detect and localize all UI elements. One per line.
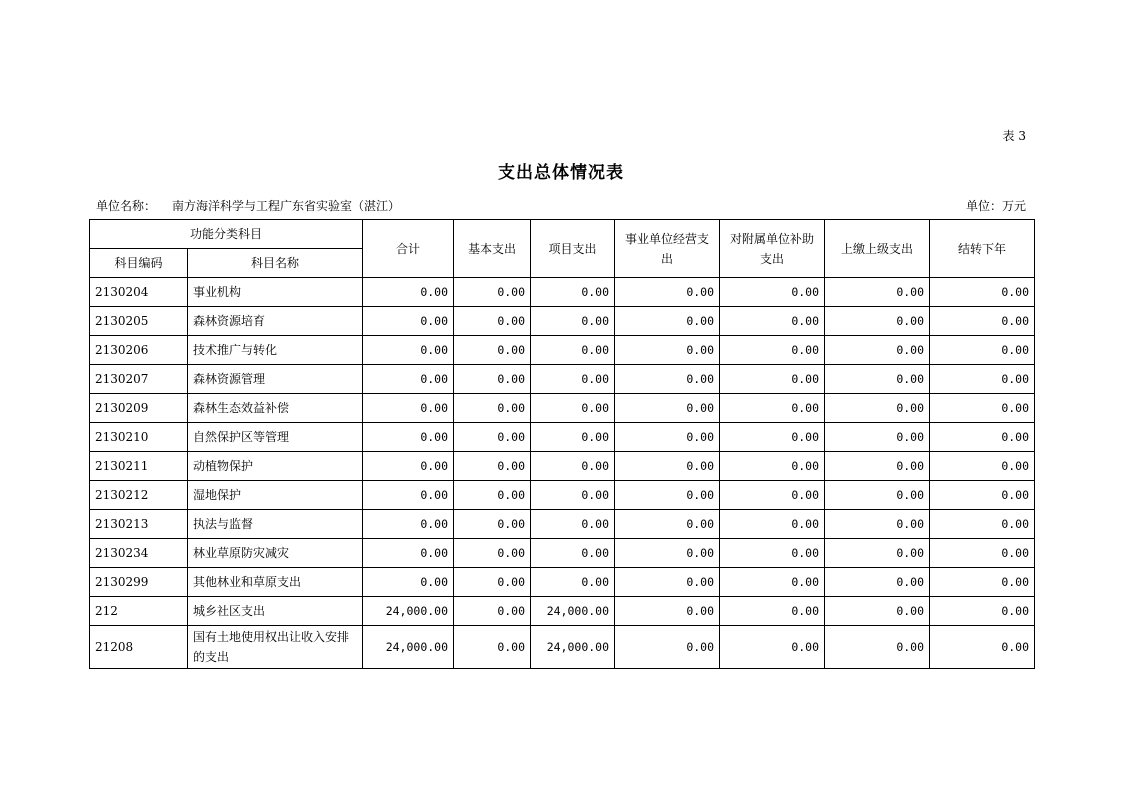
subject-code-cell: 2130234 xyxy=(90,539,188,568)
amount-cell: 0.00 xyxy=(615,481,720,510)
amount-cell: 0.00 xyxy=(825,394,930,423)
amount-cell: 0.00 xyxy=(454,597,531,626)
amount-cell: 0.00 xyxy=(454,626,531,669)
amount-cell: 0.00 xyxy=(363,307,454,336)
amount-cell: 0.00 xyxy=(531,568,615,597)
page-title: 支出总体情况表 xyxy=(498,163,624,183)
amount-cell: 0.00 xyxy=(615,597,720,626)
amount-cell: 0.00 xyxy=(363,452,454,481)
subject-name-cell: 技术推广与转化 xyxy=(188,336,363,365)
amount-cell: 0.00 xyxy=(363,539,454,568)
amount-cell: 0.00 xyxy=(930,336,1035,365)
amount-cell: 24,000.00 xyxy=(363,626,454,669)
amount-cell: 0.00 xyxy=(454,568,531,597)
amount-cell: 0.00 xyxy=(720,452,825,481)
amount-cell: 0.00 xyxy=(363,510,454,539)
header-subsidy-to-affiliates: 对附属单位补助支出 xyxy=(720,220,825,278)
table-body xyxy=(90,278,1035,669)
table-row xyxy=(90,423,1035,452)
amount-cell: 0.00 xyxy=(363,394,454,423)
unit-name-line xyxy=(96,197,400,214)
subject-name-cell: 国有土地使用权出让收入安排的支出 xyxy=(188,626,363,669)
amount-cell: 0.00 xyxy=(531,307,615,336)
header-subject-code: 科目编码 xyxy=(90,249,188,278)
amount-cell: 0.00 xyxy=(615,394,720,423)
header-function-category: 功能分类科目 xyxy=(90,220,363,249)
amount-cell: 0.00 xyxy=(454,510,531,539)
subject-name-cell: 森林资源管理 xyxy=(188,365,363,394)
amount-cell: 0.00 xyxy=(615,626,720,669)
subject-code-cell: 21208 xyxy=(90,626,188,669)
amount-cell: 0.00 xyxy=(825,336,930,365)
amount-cell: 0.00 xyxy=(930,452,1035,481)
amount-cell: 0.00 xyxy=(720,597,825,626)
amount-cell: 0.00 xyxy=(720,568,825,597)
amount-cell: 0.00 xyxy=(363,336,454,365)
amount-cell: 0.00 xyxy=(363,365,454,394)
expenditure-table xyxy=(89,219,1035,669)
amount-cell: 0.00 xyxy=(531,365,615,394)
amount-cell: 0.00 xyxy=(825,510,930,539)
subject-code-cell: 2130212 xyxy=(90,481,188,510)
subject-code-cell: 2130211 xyxy=(90,452,188,481)
amount-cell: 0.00 xyxy=(454,394,531,423)
subject-code-cell: 2130207 xyxy=(90,365,188,394)
subject-name-cell: 自然保护区等管理 xyxy=(188,423,363,452)
amount-cell: 0.00 xyxy=(930,278,1035,307)
amount-cell: 0.00 xyxy=(930,597,1035,626)
amount-cell: 0.00 xyxy=(720,510,825,539)
table-row xyxy=(90,278,1035,307)
subject-name-cell: 森林资源培育 xyxy=(188,307,363,336)
amount-cell: 0.00 xyxy=(825,452,930,481)
amount-cell: 0.00 xyxy=(825,481,930,510)
header-subject-name: 科目名称 xyxy=(188,249,363,278)
amount-cell: 0.00 xyxy=(531,278,615,307)
amount-cell: 24,000.00 xyxy=(363,597,454,626)
amount-cell: 0.00 xyxy=(930,568,1035,597)
table-row xyxy=(90,539,1035,568)
amount-cell: 0.00 xyxy=(531,481,615,510)
amount-cell: 0.00 xyxy=(930,307,1035,336)
amount-cell: 0.00 xyxy=(615,336,720,365)
table-row xyxy=(90,510,1035,539)
amount-cell: 0.00 xyxy=(930,626,1035,669)
amount-cell: 0.00 xyxy=(930,365,1035,394)
amount-cell: 0.00 xyxy=(363,568,454,597)
subject-code-cell: 2130206 xyxy=(90,336,188,365)
amount-cell: 0.00 xyxy=(454,278,531,307)
amount-cell: 0.00 xyxy=(454,336,531,365)
subject-name-cell: 动植物保护 xyxy=(188,452,363,481)
amount-cell: 0.00 xyxy=(825,365,930,394)
amount-cell: 0.00 xyxy=(363,423,454,452)
table-row xyxy=(90,394,1035,423)
amount-cell: 0.00 xyxy=(454,423,531,452)
header-basic-expenditure: 基本支出 xyxy=(454,220,531,278)
subject-code-cell: 2130210 xyxy=(90,423,188,452)
header-remittance-to-superior: 上缴上级支出 xyxy=(825,220,930,278)
amount-cell: 0.00 xyxy=(531,452,615,481)
table-row xyxy=(90,626,1035,669)
amount-cell: 0.00 xyxy=(825,626,930,669)
subject-name-cell: 城乡社区支出 xyxy=(188,597,363,626)
amount-cell: 0.00 xyxy=(615,365,720,394)
amount-cell: 0.00 xyxy=(615,278,720,307)
subject-code-cell: 2130209 xyxy=(90,394,188,423)
amount-cell: 0.00 xyxy=(720,423,825,452)
amount-cell: 24,000.00 xyxy=(531,597,615,626)
amount-cell: 0.00 xyxy=(363,481,454,510)
subject-name-cell: 湿地保护 xyxy=(188,481,363,510)
amount-cell: 0.00 xyxy=(825,423,930,452)
amount-cell: 0.00 xyxy=(720,336,825,365)
amount-cell: 24,000.00 xyxy=(531,626,615,669)
header-row-1 xyxy=(90,220,1035,249)
amount-cell: 0.00 xyxy=(720,278,825,307)
amount-cell: 0.00 xyxy=(454,365,531,394)
unit-name-value: 南方海洋科学与工程广东省实验室（湛江） xyxy=(172,199,401,213)
amount-cell: 0.00 xyxy=(615,539,720,568)
amount-cell: 0.00 xyxy=(531,336,615,365)
subject-name-cell: 执法与监督 xyxy=(188,510,363,539)
amount-cell: 0.00 xyxy=(720,539,825,568)
amount-cell: 0.00 xyxy=(825,597,930,626)
amount-cell: 0.00 xyxy=(531,539,615,568)
header-operating-expenditure: 事业单位经营支出 xyxy=(615,220,720,278)
amount-cell: 0.00 xyxy=(531,394,615,423)
amount-cell: 0.00 xyxy=(930,510,1035,539)
unit-name-label: 单位名称： xyxy=(96,199,157,213)
amount-cell: 0.00 xyxy=(720,307,825,336)
amount-cell: 0.00 xyxy=(720,481,825,510)
amount-cell: 0.00 xyxy=(615,568,720,597)
amount-cell: 0.00 xyxy=(720,394,825,423)
table-number: 表 3 xyxy=(1002,129,1026,143)
amount-cell: 0.00 xyxy=(454,307,531,336)
table-row xyxy=(90,568,1035,597)
amount-cell: 0.00 xyxy=(615,510,720,539)
table-row xyxy=(90,452,1035,481)
subject-name-cell: 其他林业和草原支出 xyxy=(188,568,363,597)
header-carry-forward: 结转下年 xyxy=(930,220,1035,278)
amount-cell: 0.00 xyxy=(454,452,531,481)
table-row xyxy=(90,597,1035,626)
table-row xyxy=(90,307,1035,336)
amount-cell: 0.00 xyxy=(615,452,720,481)
amount-cell: 0.00 xyxy=(930,481,1035,510)
amount-cell: 0.00 xyxy=(454,481,531,510)
currency-unit: 单位：万元 xyxy=(965,199,1026,213)
header-total: 合计 xyxy=(363,220,454,278)
subject-code-cell: 2130213 xyxy=(90,510,188,539)
amount-cell: 0.00 xyxy=(930,423,1035,452)
table-row xyxy=(90,481,1035,510)
subject-name-cell: 事业机构 xyxy=(188,278,363,307)
subject-code-cell: 2130205 xyxy=(90,307,188,336)
amount-cell: 0.00 xyxy=(825,278,930,307)
amount-cell: 0.00 xyxy=(454,539,531,568)
amount-cell: 0.00 xyxy=(363,278,454,307)
subject-code-cell: 2130299 xyxy=(90,568,188,597)
amount-cell: 0.00 xyxy=(720,365,825,394)
subject-code-cell: 2130204 xyxy=(90,278,188,307)
header-project-expenditure: 项目支出 xyxy=(531,220,615,278)
amount-cell: 0.00 xyxy=(531,510,615,539)
amount-cell: 0.00 xyxy=(825,307,930,336)
subject-name-cell: 森林生态效益补偿 xyxy=(188,394,363,423)
amount-cell: 0.00 xyxy=(930,394,1035,423)
amount-cell: 0.00 xyxy=(615,423,720,452)
table-row xyxy=(90,336,1035,365)
amount-cell: 0.00 xyxy=(720,626,825,669)
subject-name-cell: 林业草原防灾减灾 xyxy=(188,539,363,568)
amount-cell: 0.00 xyxy=(825,568,930,597)
amount-cell: 0.00 xyxy=(615,307,720,336)
amount-cell: 0.00 xyxy=(825,539,930,568)
amount-cell: 0.00 xyxy=(930,539,1035,568)
table-row xyxy=(90,365,1035,394)
amount-cell: 0.00 xyxy=(531,423,615,452)
subject-code-cell: 212 xyxy=(90,597,188,626)
